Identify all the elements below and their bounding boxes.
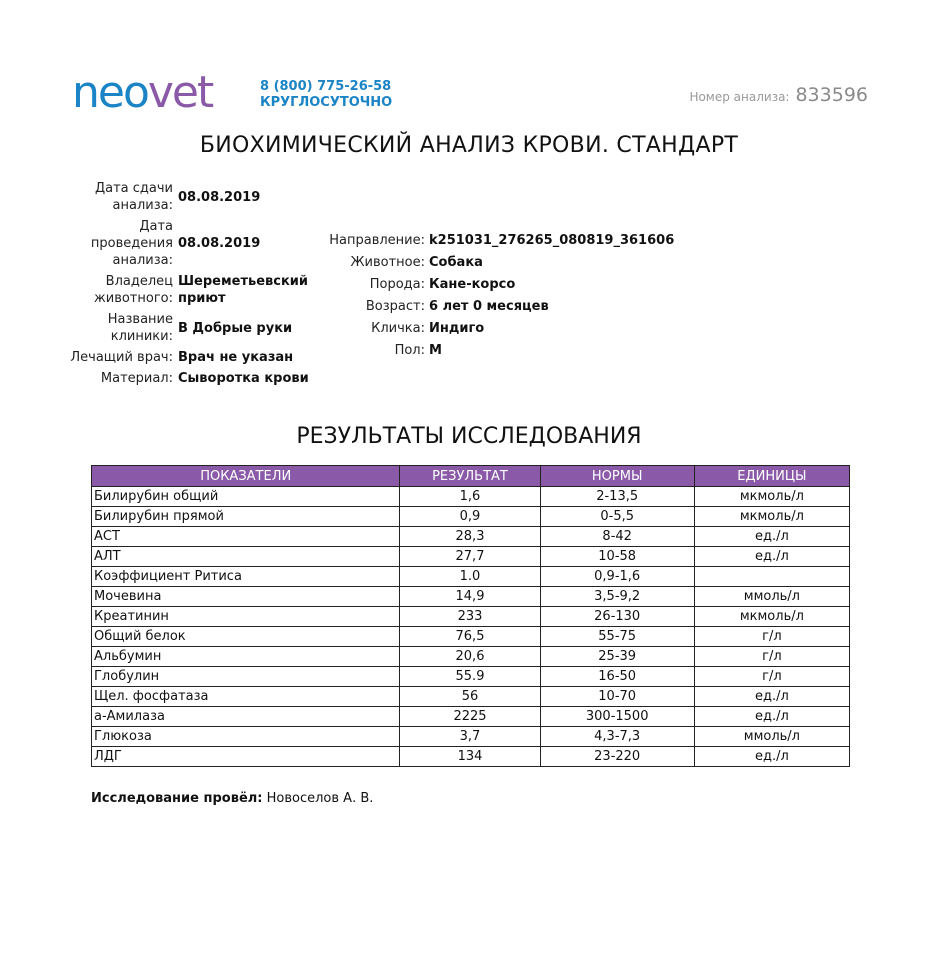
analysis-number-block [689,84,868,106]
info-label: Владелец животного: [94,274,173,306]
info-row-breed [300,273,674,295]
cell-norm: 2-13,5 [540,487,694,507]
table-row [92,667,850,687]
header-units: ЕДИНИЦЫ [694,466,849,487]
info-label: Порода: [369,276,425,292]
info-value: Врач не указан [178,350,294,365]
results-title: РЕЗУЛЬТАТЫ ИССЛЕДОВАНИЯ [296,424,642,449]
phone-note: КРУГЛОСУТОЧНО [260,95,393,110]
table-row [92,687,850,707]
table-row [92,647,850,667]
info-value: Индиго [429,320,485,336]
cell-norm: 16-50 [540,667,694,687]
cell-indicator: Общий белок [92,627,400,647]
performed-by-value: Новоселов А. В. [266,791,374,806]
header [0,0,938,130]
info-label: Название клиники: [107,312,173,344]
header-indicators: ПОКАЗАТЕЛИ [92,466,400,487]
cell-indicator: Билирубин прямой [92,507,400,527]
logo-part-vet: vet [147,67,213,118]
results-body [92,487,850,767]
info-row-submit-date [60,180,360,214]
cell-norm: 3,5-9,2 [540,587,694,607]
cell-result: 1.0 [400,567,540,587]
cell-norm: 26-130 [540,607,694,627]
cell-indicator: Креатинин [92,607,400,627]
table-row [92,607,850,627]
info-label: Возраст: [365,298,425,314]
performed-by-label: Исследование провёл: [91,791,263,806]
cell-result: 233 [400,607,540,627]
info-row-material [60,370,360,387]
cell-unit [694,567,849,587]
info-value: В Добрые руки [178,320,293,336]
info-label: Животное: [350,254,425,270]
cell-result: 27,7 [400,547,540,567]
cell-unit: мкмоль/л [694,487,849,507]
info-right [300,229,674,361]
cell-norm: 10-58 [540,547,694,567]
table-row [92,707,850,727]
cell-norm: 8-42 [540,527,694,547]
cell-indicator: а-Амилаза [92,707,400,727]
cell-unit: г/л [694,627,849,647]
table-row [92,627,850,647]
info-label: Кличка: [371,320,425,336]
cell-unit: ед./л [694,547,849,567]
neovet-logo [72,68,212,118]
cell-unit: г/л [694,667,849,687]
analysis-number-label: Номер анализа: [689,90,790,104]
table-row [92,507,850,527]
info-value: Сыворотка крови [178,371,309,386]
cell-result: 28,3 [400,527,540,547]
info-label: Материал: [100,371,173,386]
header-result: РЕЗУЛЬТАТ [400,466,540,487]
cell-indicator: ЛДГ [92,747,400,767]
performed-by [91,791,373,806]
cell-norm: 4,3-7,3 [540,727,694,747]
cell-result: 3,7 [400,727,540,747]
info-value: М [429,342,442,358]
cell-result: 76,5 [400,627,540,647]
cell-indicator: Билирубин общий [92,487,400,507]
info-label: Направление: [329,232,425,248]
cell-norm: 55-75 [540,627,694,647]
contact-phone-block [260,79,392,111]
info-value: Шереметьевский приют [178,274,308,306]
info-row-sex [300,339,674,361]
cell-result: 0,9 [400,507,540,527]
cell-unit: ед./л [694,707,849,727]
table-row [92,587,850,607]
header-norms: НОРМЫ [540,466,694,487]
cell-result: 55.9 [400,667,540,687]
cell-indicator: Альбумин [92,647,400,667]
info-row-animal [300,251,674,273]
cell-norm: 0-5,5 [540,507,694,527]
cell-result: 1,6 [400,487,540,507]
page-title: БИОХИМИЧЕСКИЙ АНАЛИЗ КРОВИ. СТАНДАРТ [199,133,739,158]
cell-indicator: АЛТ [92,547,400,567]
table-row [92,747,850,767]
cell-unit: ед./л [694,527,849,547]
logo-part-neo: neo [72,67,148,118]
cell-result: 20,6 [400,647,540,667]
table-row [92,727,850,747]
table-header-row [92,466,850,487]
cell-indicator: Глобулин [92,667,400,687]
table-row [92,567,850,587]
info-row-nickname [300,317,674,339]
info-value: 6 лет 0 месяцев [429,298,549,314]
cell-unit: ммоль/л [694,727,849,747]
info-label: Дата проведения анализа: [90,219,173,268]
info-label: Лечащий врач: [70,350,173,365]
cell-norm: 25-39 [540,647,694,667]
info-value: Кане-корсо [429,276,516,292]
cell-unit: ммоль/л [694,587,849,607]
cell-unit: мкмоль/л [694,507,849,527]
cell-result: 14,9 [400,587,540,607]
table-row [92,547,850,567]
analysis-number: 833596 [795,84,868,106]
cell-norm: 10-70 [540,687,694,707]
cell-unit: г/л [694,647,849,667]
cell-unit: ед./л [694,687,849,707]
table-row [92,487,850,507]
info-value: k251031_276265_080819_361606 [429,232,675,248]
cell-indicator: Коэффициент Ритиса [92,567,400,587]
cell-norm: 23-220 [540,747,694,767]
table-row [92,527,850,547]
results-table [91,465,850,767]
cell-result: 56 [400,687,540,707]
info-value: Собака [429,254,483,270]
info-row-age [300,295,674,317]
cell-result: 134 [400,747,540,767]
cell-unit: мкмоль/л [694,607,849,627]
info-row-referral [300,229,674,251]
info-value: 08.08.2019 [178,236,261,251]
cell-norm: 300-1500 [540,707,694,727]
cell-norm: 0,9-1,6 [540,567,694,587]
info-value: 08.08.2019 [178,189,261,205]
cell-indicator: Глюкоза [92,727,400,747]
cell-indicator: Щел. фосфатаза [92,687,400,707]
info-label: Пол: [394,342,425,358]
cell-result: 2225 [400,707,540,727]
info-label: Дата сдачи анализа: [94,181,173,213]
cell-unit: ед./л [694,747,849,767]
cell-indicator: АСТ [92,527,400,547]
phone-number[interactable]: 8 (800) 775-26-58 [260,79,392,94]
cell-indicator: Мочевина [92,587,400,607]
